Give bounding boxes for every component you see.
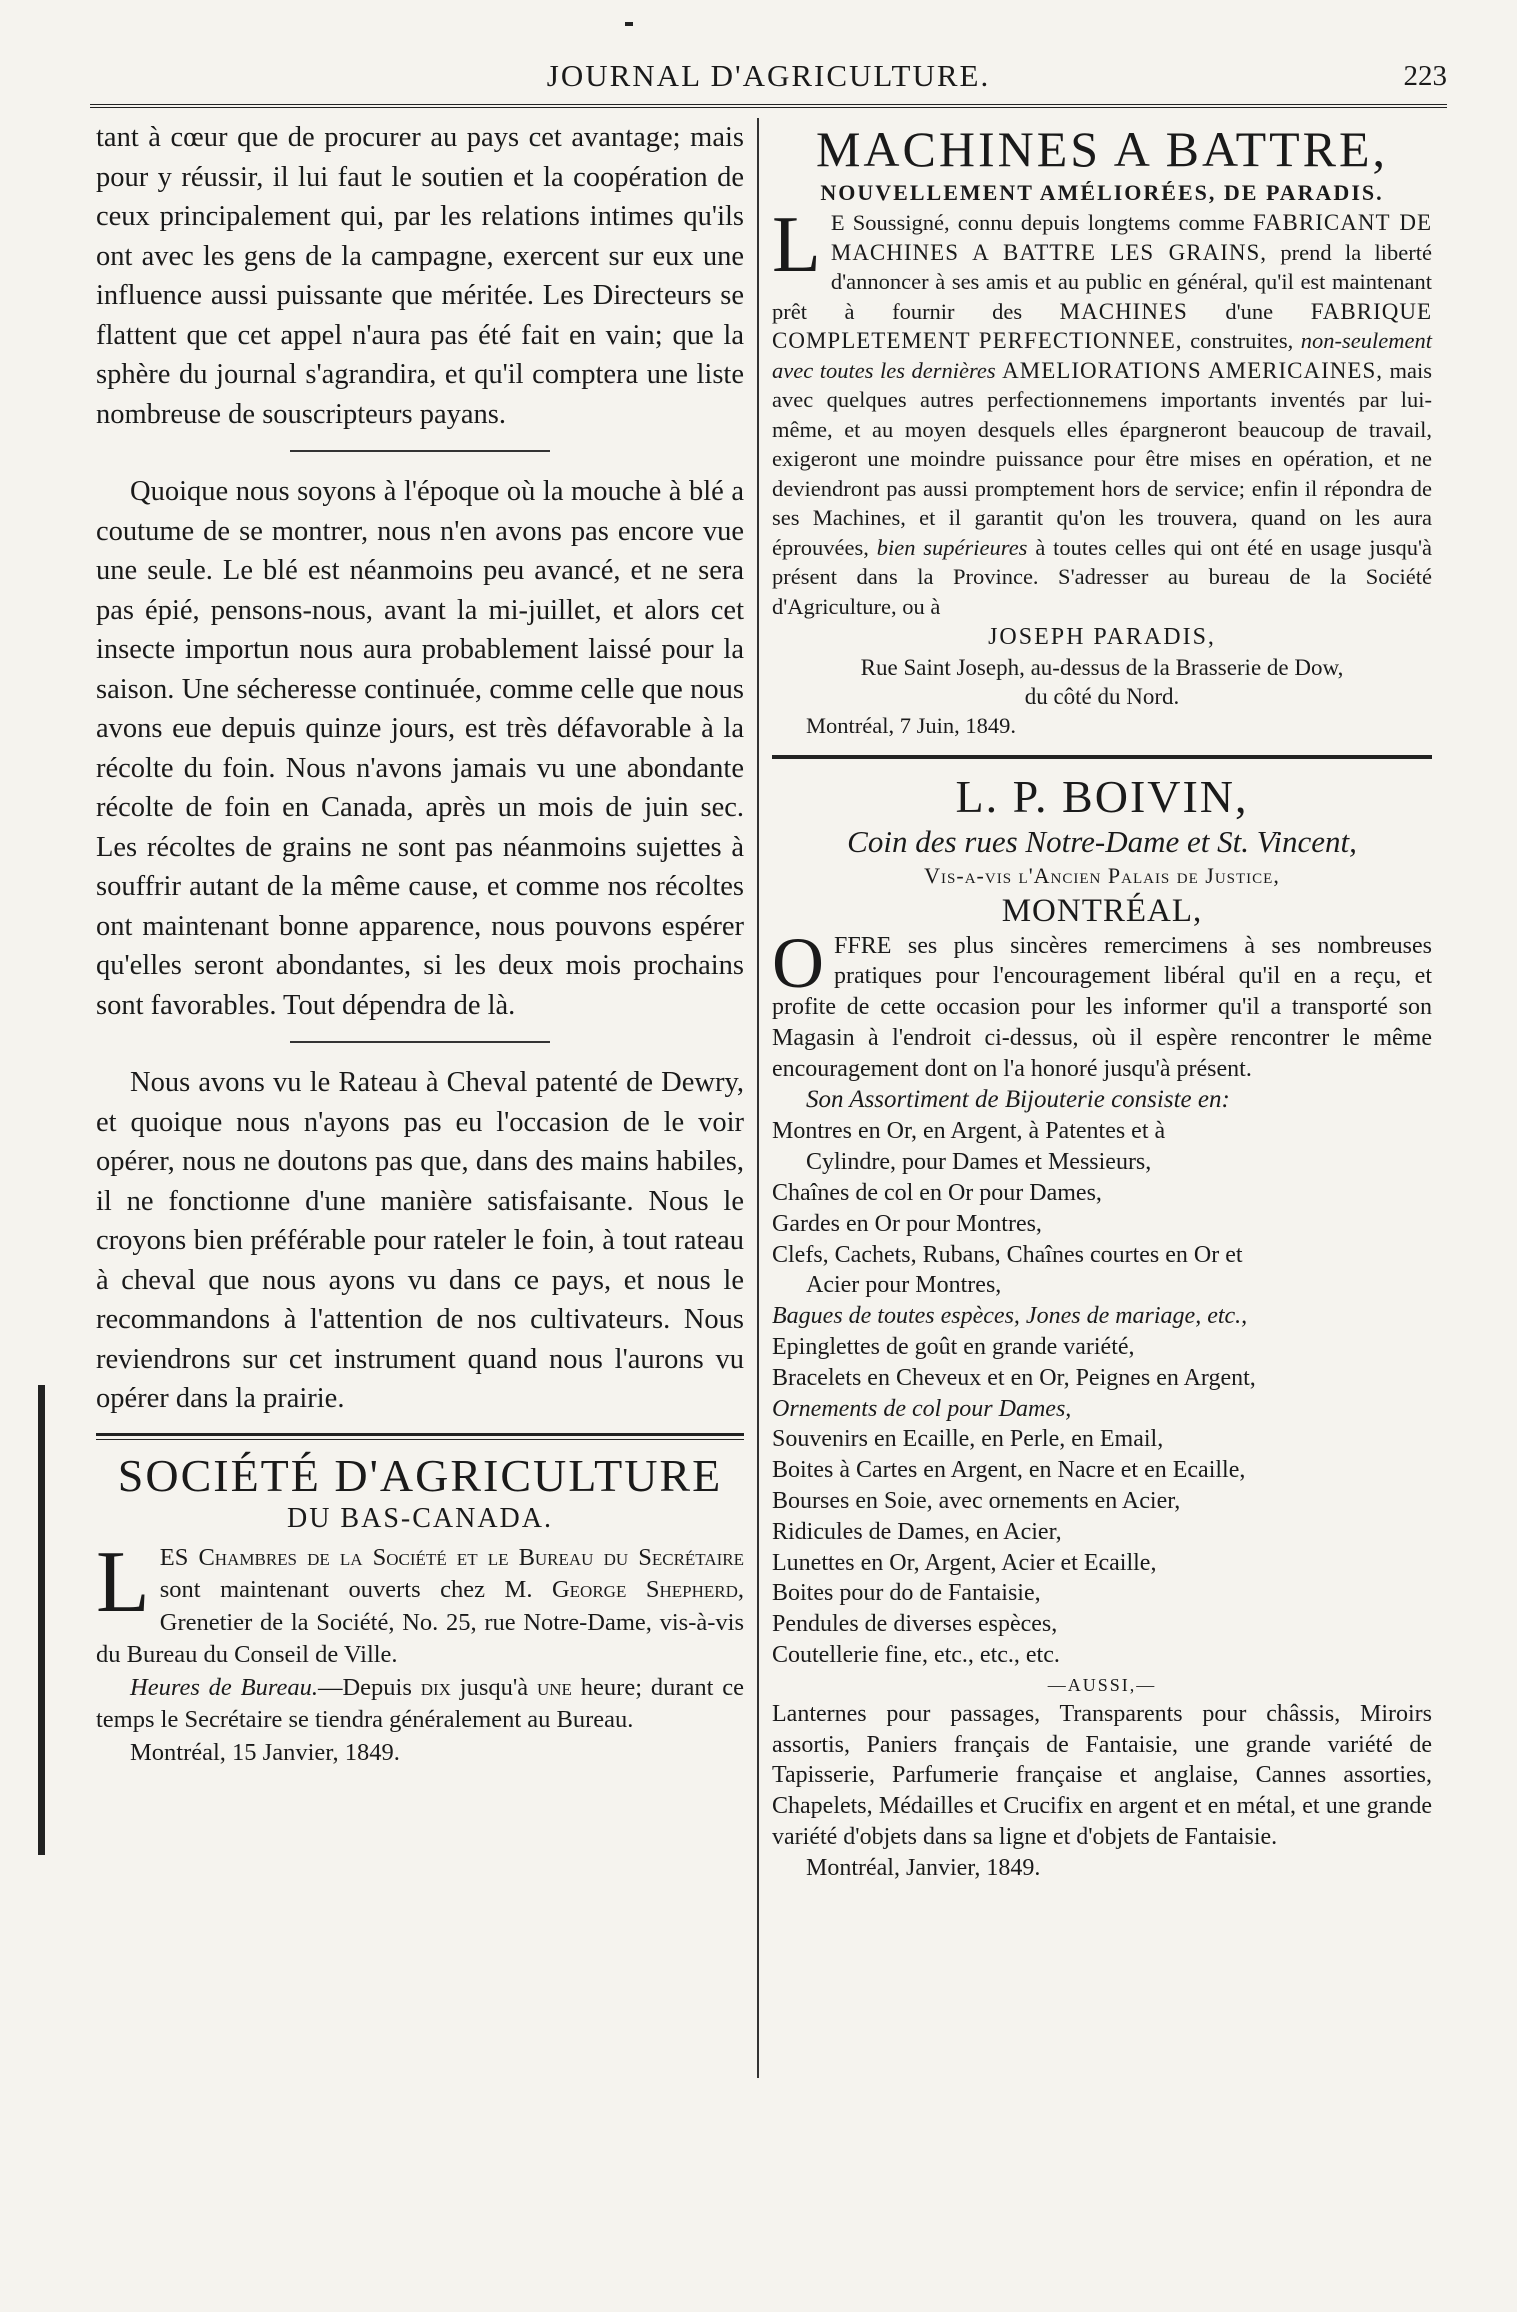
list-item: Bourses en Soie, avec ornements en Acier, (772, 1488, 1181, 1515)
article-paragraph-1: tant à cœur que de procurer au pays cet avantage; mais pour y réussir, il lui faut le soutien et la coopération de ceux principalement qui, par les relations intimes qu'ils ont avec les gens de la campagne, exercent sur eux une influence aussi puissante que méritée. Les Directeurs se flattent que cet appel n'aura pas été fait en vain; que la sphère du journal s'agrandira, et qu'il comptera une liste nombreuse de souscripteurs payans. (96, 122, 744, 430)
assortment-heading: Son Assortiment de Bijouterie consiste en: (806, 1086, 1230, 1114)
list-item-continuation: Cylindre, pour Dames et Messieurs, (806, 1149, 1152, 1176)
machines-body: L E Soussigné, connu depuis longtems comme FABRICANT DE MACHINES A BATTRE LES GRAINS, prend la liberté d'annoncer à ses amis et au public en général, qu'il est maintenant prêt à fournir des MACHINES d'une FABRIQUE COMPLETEMENT PERFECTIONNEE, construites, non-seulement avec toutes les dernières AMELIORATIONS AMERICAINES, mais avec quelques autres perfectionnemens importants inventés par lui-même, et au moyen desquels elles épargneront beaucoup de travail, exigeront une moindre puissance pour être mises en opération, et ne deviendront pas aussi promptement hors de service; enfin il répondra de ses Machines, et il garantit qu'on les trouvera, quand on les aura éprouvées, bien supérieures à toutes celles qui ont été en usage jusqu'à présent dans la Province. S'adresser au bureau de la Société d'Agriculture, ou à (772, 201, 1433, 619)
article-paragraph-2: Quoique nous soyons à l'époque où la mouche à blé a coutume de se montrer, nous n'en avons pas encore vue une seule. Le blé est néanmoins peu avancé, et ne sera pas épié, pensons-nous, avant la mi-juillet, et alors cet insecte importun nous aura probablement laissé pour la saison. Une sécheresse continuée, comme celle que nous avons eue depuis quinze jours, est très défavorable à la récolte du foin. Nous n'avons jamais vu une abondante récolte de foin en Canada, après un mois de juin sec. Les récoltes de grains ne sont pas néanmoins sujettes à souffrir autant de la même cause, et comme nos récoltes ont maintenant bonne apparence, nous pouvons espérer qu'elles seront abondantes, si les deux mois prochains sont favorables. Tout dépendra de là. (96, 476, 744, 1021)
drop-cap: L (772, 201, 821, 289)
page-number: 223 (1403, 60, 1447, 92)
boivin-date: Montréal, Janvier, 1849. (806, 1854, 1041, 1881)
societe-title: SOCIÉTÉ D'AGRICULTURE (117, 1449, 723, 1501)
journal-title: JOURNAL D'AGRICULTURE. (546, 58, 991, 93)
section-rule (290, 1041, 550, 1043)
boivin-city: MONTRÉAL, (1001, 892, 1203, 929)
right-column (772, 118, 1432, 1884)
print-mark (625, 22, 633, 26)
list-item: Boites à Cartes en Argent, en Nacre et en Ecaille, (772, 1457, 1246, 1484)
societe-date: Montréal, 15 Janvier, 1849. (130, 1738, 400, 1766)
machines-address-2: du côté du Nord. (1024, 684, 1180, 709)
merchandise-list (772, 1116, 1432, 1670)
section-double-rule (96, 1433, 744, 1440)
machines-subtitle: NOUVELLEMENT AMÉLIORÉES, DE PARADIS. (820, 180, 1384, 205)
list-item-continuation: Acier pour Montres, (806, 1272, 1002, 1299)
list-item: Gardes en Or pour Montres, (772, 1210, 1042, 1237)
list-item: Ornements de col pour Dames, (772, 1395, 1072, 1422)
societe-body: LES Chambres de la Société et le Bureau du Secrétaire sont maintenant ouverts chez M. George Shepherd, Grenetier de la Société, No. 25, rue Notre-Dame, vis-à-vis du Bureau du Conseil de Ville. (96, 1533, 745, 1668)
boivin-vis-a-vis: Vis-a-vis l'Ancien Palais de Justice, (924, 862, 1280, 888)
section-rule (290, 450, 550, 452)
left-column (96, 118, 744, 1769)
drop-cap: O (772, 922, 824, 1003)
machines-advert (772, 120, 1432, 741)
machines-date: Montréal, 7 Juin, 1849. (806, 713, 1016, 738)
list-item: Epinglettes de goût en grande variété, (772, 1334, 1135, 1361)
list-item: Bagues de toutes espèces, Jones de mariage, etc., (772, 1303, 1248, 1330)
running-head (90, 58, 1447, 108)
list-item: Montres en Or, en Argent, à Patentes et à (772, 1118, 1166, 1145)
drop-cap: L (96, 1533, 150, 1631)
boivin-address: Coin des rues Notre-Dame et St. Vincent, (847, 823, 1357, 859)
boivin-advert (772, 771, 1432, 1884)
societe-subtitle: DU BAS-CANADA. (286, 1502, 553, 1534)
machines-address-1: Rue Saint Joseph, au-dessus de la Brasserie de Dow, (860, 655, 1344, 680)
list-item: Bracelets en Cheveux et en Or, Peignes en Argent, (772, 1364, 1256, 1391)
societe-notice (96, 1450, 744, 1770)
list-item: Lunettes en Or, Argent, Acier et Ecaille, (772, 1549, 1157, 1576)
list-item: Coutellerie fine, etc., etc., etc. (772, 1642, 1060, 1669)
section-rule (772, 755, 1432, 759)
list-item: Clefs, Cachets, Rubans, Chaînes courtes en Or et (772, 1241, 1243, 1268)
list-item: Souvenirs en Ecaille, en Perle, en Email, (772, 1426, 1164, 1453)
list-item: Pendules de diverses espèces, (772, 1611, 1058, 1638)
list-item: Boites pour do de Fantaisie, (772, 1580, 1041, 1607)
list-item: Ridicules de Dames, en Acier, (772, 1518, 1062, 1545)
article-paragraph-3: Nous avons vu le Rateau à Cheval patenté de Dewry, et quoique nous n'ayons pas eu l'occasion de le voir opérer, nous ne doutons pas que, dans des mains habiles, il ne fonctionne d'une manière satisfaisante. Nous le croyons bien préférable pour rateler le foin, à tout rateau à cheval que nous ayons vu dans ce pays, et nous le recommandons à l'attention de nos cultivateurs. Nous reviendrons sur cet instrument quand nous l'aurons vu opérer dans la prairie. (96, 1067, 744, 1414)
boivin-closing: Lanternes pour passages, Transparents pour châssis, Miroirs assortis, Paniers français de Fantaisie, une grande variété de Tapisserie, Parfumerie française et anglaise, Cannes assorties, Chapelets, Médailles et Crucifix en argent et en métal, et une grande variété d'objets dans sa ligne et d'objets de Fantaisie. (772, 1700, 1432, 1851)
machines-signature: JOSEPH PARADIS, (988, 624, 1216, 650)
boivin-title: L. P. BOIVIN, (955, 770, 1249, 822)
list-item: Chaînes de col en Or pour Dames, (772, 1180, 1102, 1207)
machines-title: MACHINES A BATTRE, (815, 121, 1389, 177)
boivin-intro: OFFRE ses plus sincères remercimens à ses nombreuses pratiques pour l'encouragement libéral qu'il en a reçu, et profite de cette occasion pour les informer qu'il a transporté son Magasin à l'endroit ci-dessus, où il espère rencontrer le même encouragement dont on l'a honoré jusqu'à présent. (772, 922, 1432, 1082)
societe-hours: Heures de Bureau.—Depuis dix jusqu'à une heure; durant ce temps le Secrétaire se tiendra généralement au Bureau. (96, 1673, 744, 1733)
aussi-label: —AUSSI,— (1047, 1674, 1157, 1695)
margin-bar (38, 1385, 45, 1855)
column-divider (757, 118, 759, 2078)
